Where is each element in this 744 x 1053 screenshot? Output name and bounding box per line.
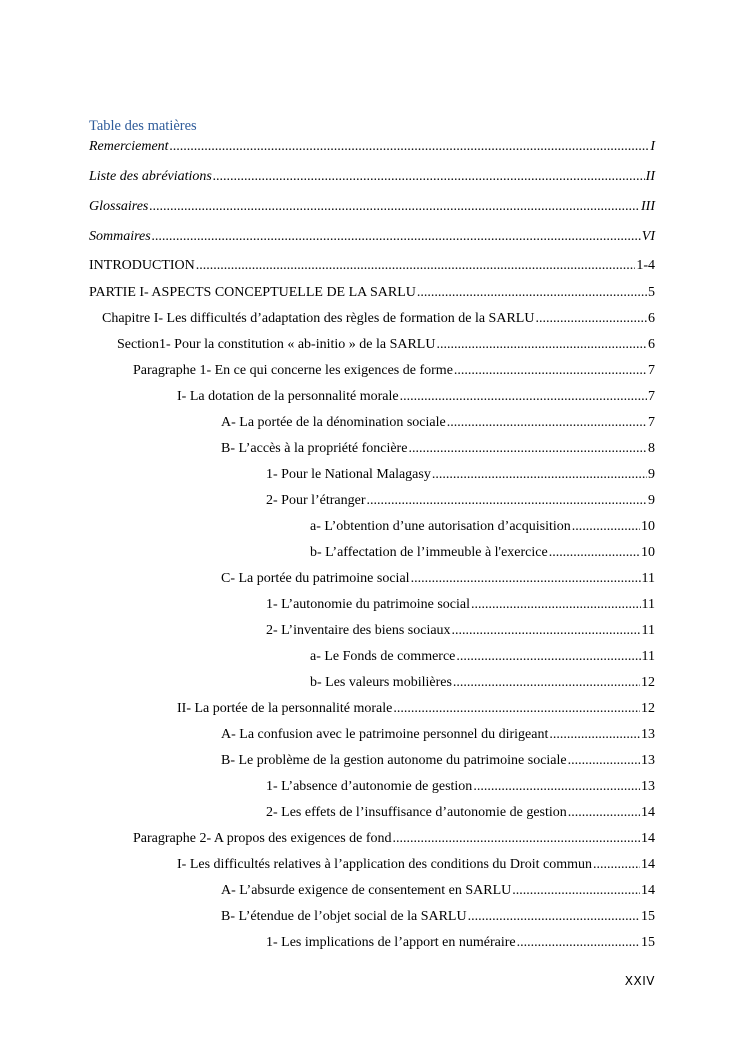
toc-entry-b-propriete-fonciere[interactable] [221,440,655,458]
toc-entry-paragraphe-1[interactable] [133,362,655,380]
toc-entry-page: 1-4 [636,258,655,273]
dot-leader [473,778,640,796]
toc-entry-label: 2- L’inventaire des biens sociaux [266,623,451,638]
toc-entry-1-autonomie-patrimoine[interactable] [266,596,655,614]
dot-leader [408,440,647,458]
dot-leader [549,726,640,744]
toc-entry-page: VI [641,229,655,244]
dot-leader [471,596,641,614]
dot-leader [535,310,647,328]
toc-entry-1-national-malagasy[interactable] [266,466,655,484]
toc-entry-section-1[interactable] [117,336,655,354]
toc-entry-paragraphe-2[interactable] [133,830,655,848]
toc-entry-label: Paragraphe 1- En ce qui concerne les exigences de forme [133,363,453,378]
toc-entry-b-valeurs-mobilieres[interactable] [310,674,655,692]
dot-leader [149,198,640,216]
dot-leader [432,466,647,484]
toc-entry-i-difficultes-droit-commun[interactable] [177,856,655,874]
toc-entry-glossaires[interactable] [89,198,655,216]
toc-entry-c-patrimoine-social[interactable] [221,570,655,588]
toc-entry-a-autorisation-acquisition[interactable] [310,518,655,536]
toc-entry-label: A- La confusion avec le patrimoine personnel du dirigeant [221,727,549,742]
toc-entry-liste-abreviations[interactable] [89,168,655,186]
toc-entry-page: 9 [648,493,655,508]
toc-entry-label: B- Le problème de la gestion autonome du patrimoine sociale [221,753,567,768]
dot-leader [400,388,647,406]
toc-entry-2-inventaire-biens[interactable] [266,622,655,640]
toc-entry-page: 12 [641,701,655,716]
toc-entry-page: 12 [641,675,655,690]
toc-entry-b-etendue-objet-social[interactable] [221,908,655,926]
toc-entry-page: 5 [648,285,655,300]
toc-entry-label: I- Les difficultés relatives à l’application des conditions du Droit commun [177,857,592,872]
toc-entry-page: II [645,169,655,184]
toc-entry-1-apport-numeraire[interactable] [266,934,655,952]
toc-entry-partie-1[interactable] [89,284,655,302]
toc-entry-page: 14 [641,831,655,846]
toc-entry-i-dotation[interactable] [177,388,655,406]
toc-entry-label: a- Le Fonds de commerce [310,649,456,664]
toc-entry-1-absence-autonomie[interactable] [266,778,655,796]
toc-entry-label: B- L’étendue de l’objet social de la SARLU [221,909,467,924]
toc-entry-page: III [641,199,655,214]
toc-entry-label: B- L’accès à la propriété foncière [221,441,408,456]
page-number: XXIV [624,974,655,988]
toc-entry-2-effets-insuffisance[interactable] [266,804,655,822]
dot-leader [367,492,647,510]
toc-entry-page: 6 [648,311,655,326]
toc-entry-page: 11 [641,571,655,586]
toc-entry-page: 7 [648,415,655,430]
dot-leader [453,674,640,692]
toc-entry-page: 13 [641,779,655,794]
dot-leader [436,336,647,354]
toc-entry-ii-portee-personnalite[interactable] [177,700,655,718]
toc-entry-page: 7 [648,363,655,378]
dot-leader [593,856,640,874]
toc-entry-label: a- L’obtention d’une autorisation d’acquisition [310,519,571,534]
toc-entry-label: Paragraphe 2- A propos des exigences de fond [133,831,392,846]
toc-entry-b-affectation-immeuble[interactable] [310,544,655,562]
toc-entry-page: 10 [641,519,655,534]
toc-entry-label: Glossaires [89,199,149,214]
toc-entry-page: 11 [641,623,655,638]
toc-entry-label: Section1- Pour la constitution « ab-initio » de la SARLU [117,337,436,352]
toc-entry-page: 7 [648,389,655,404]
toc-entry-label: Sommaires [89,229,151,244]
dot-leader [170,138,650,156]
toc-entry-label: 2- Pour l’étranger [266,493,366,508]
toc-entry-a-denomination[interactable] [221,414,655,432]
toc-entry-label: INTRODUCTION [89,258,195,273]
dot-leader [213,168,645,186]
dot-leader [411,570,641,588]
toc-entry-label: C- La portée du patrimoine social [221,571,410,586]
dot-leader [454,362,647,380]
toc-entry-label: PARTIE I- ASPECTS CONCEPTUELLE DE LA SARLU [89,285,416,300]
dot-leader [512,882,640,900]
dot-leader [152,228,641,246]
toc-entry-label: II- La portée de la personnalité morale [177,701,393,716]
toc-entry-label: 1- L’absence d’autonomie de gestion [266,779,473,794]
toc-entry-label: Chapitre I- Les difficultés d’adaptation des règles de formation de la SARLU [102,311,535,326]
toc-entry-a-confusion-patrimoine[interactable] [221,726,655,744]
dot-leader [196,257,636,275]
toc-entry-page: 6 [648,337,655,352]
toc-entry-page: 15 [641,909,655,924]
toc-entry-label: b- L’affectation de l’immeuble à l'exercice [310,545,548,560]
toc-entry-a-fonds-commerce[interactable] [310,648,655,666]
toc-entry-label: 1- Les implications de l’apport en numéraire [266,935,516,950]
toc-entry-label: 1- L’autonomie du patrimoine social [266,597,470,612]
toc-entry-page: 13 [641,727,655,742]
toc-entry-page: 14 [641,883,655,898]
dot-leader [452,622,641,640]
toc-entry-label: b- Les valeurs mobilières [310,675,452,690]
toc-entry-label: 1- Pour le National Malagasy [266,467,431,482]
toc-entry-sommaires[interactable] [89,228,655,246]
dot-leader [517,934,640,952]
toc-entry-page: 15 [641,935,655,950]
dot-leader [572,518,640,536]
dot-leader [568,804,640,822]
toc-entry-page: I [650,139,655,154]
dot-leader [393,830,640,848]
toc-entry-remerciement[interactable] [89,138,655,156]
toc-entry-page: 14 [641,857,655,872]
toc-entry-label: Remerciement [89,139,169,154]
toc-entry-page: 14 [641,805,655,820]
toc-entry-page: 10 [641,545,655,560]
toc-entry-page: 11 [641,649,655,664]
dot-leader [549,544,640,562]
toc-entry-label: I- La dotation de la personnalité morale [177,389,399,404]
toc-entry-introduction[interactable] [89,257,655,275]
dot-leader [447,414,647,432]
dot-leader [568,752,640,770]
toc-entry-label: Liste des abréviations [89,169,212,184]
toc-entry-page: 8 [648,441,655,456]
toc-entry-page: 11 [641,597,655,612]
toc-entry-label: 2- Les effets de l’insuffisance d’autonomie de gestion [266,805,567,820]
dot-leader [417,284,647,302]
toc-title: Table des matières [89,118,197,134]
dot-leader [456,648,640,666]
dot-leader [468,908,640,926]
toc-entry-page: 9 [648,467,655,482]
toc-entry-label: A- L’absurde exigence de consentement en SARLU [221,883,512,898]
toc-entry-2-etranger[interactable] [266,492,655,510]
toc-entry-label: A- La portée de la dénomination sociale [221,415,446,430]
toc-entry-b-gestion-autonome[interactable] [221,752,655,770]
toc-entry-page: 13 [641,753,655,768]
toc-entry-a-absurde-exigence[interactable] [221,882,655,900]
toc-entry-chapitre-1[interactable] [102,310,655,328]
dot-leader [393,700,640,718]
